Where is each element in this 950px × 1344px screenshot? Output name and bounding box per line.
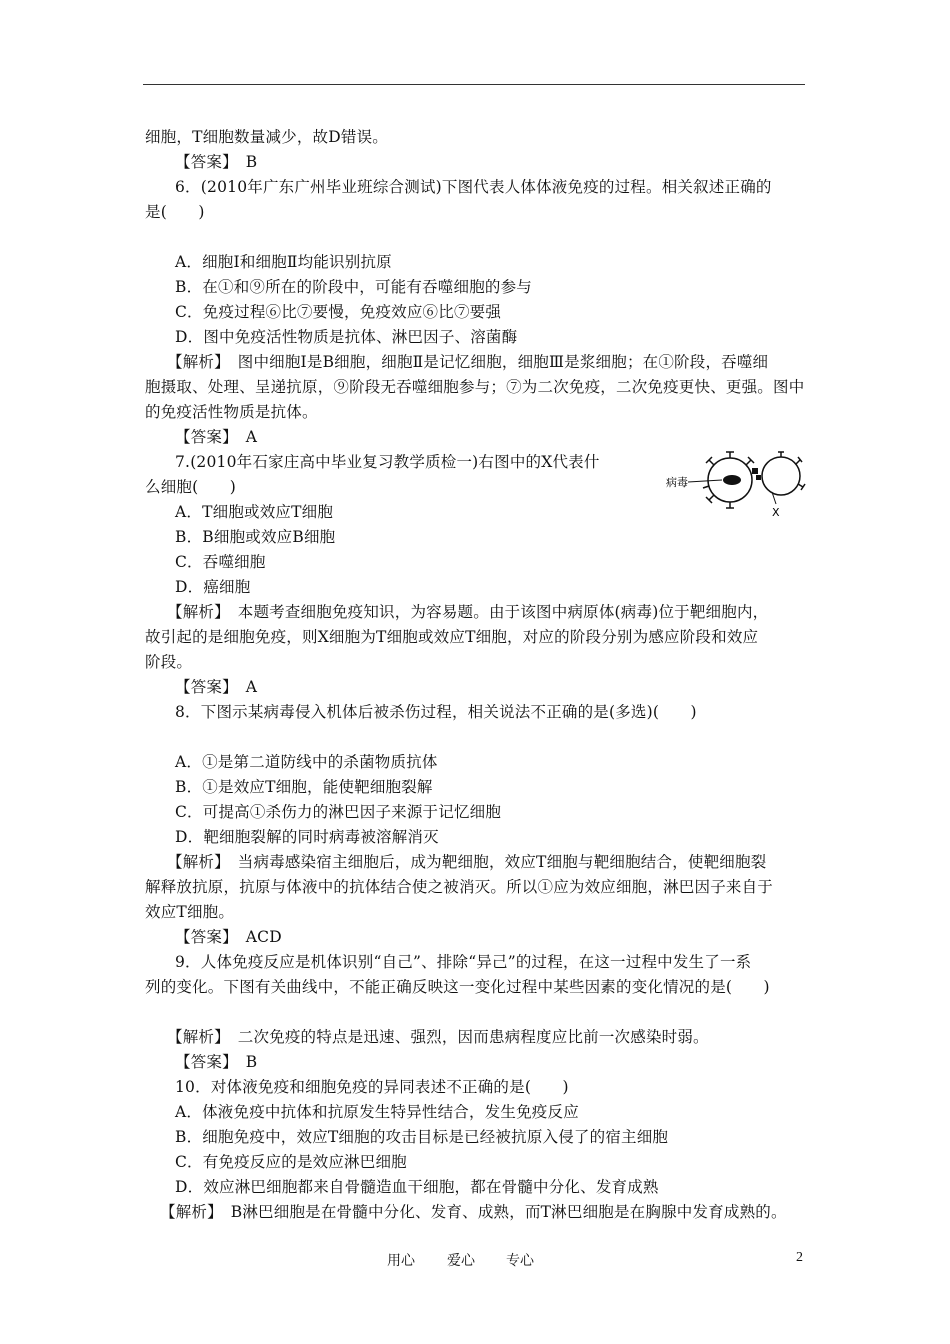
option-c: C．吞噬细胞 [175, 553, 266, 571]
option-a: A．细胞Ⅰ和细胞Ⅱ均能识别抗原 [175, 253, 392, 271]
analysis-line: 【解析】 图中细胞Ⅰ是B细胞，细胞Ⅱ是记忆细胞，细胞Ⅲ是浆细胞；在①阶段，吞噬细 [167, 353, 769, 371]
text-line: 故引起的是细胞免疫，则X细胞为T细胞或效应T细胞，对应的阶段分别为感应阶段和效应 [145, 628, 759, 646]
text-line: 解释放抗原，抗原与体液中的抗体结合使之被消灭。所以①应为效应细胞，淋巴因子来自于 [145, 878, 774, 896]
virus-cell-figure [664, 446, 814, 520]
option-c: C．有免疫反应的是效应淋巴细胞 [175, 1153, 407, 1171]
option-d: D．癌细胞 [175, 578, 251, 596]
option-b: B．在①和⑨所在的阶段中，可能有吞噬细胞的参与 [175, 278, 532, 296]
question-6: 6．(2010年广东广州毕业班综合测试)下图代表人体体液免疫的过程。相关叙述正确的 [175, 178, 772, 196]
analysis-line: 【解析】 本题考查细胞免疫知识，为容易题。由于该图中病原体(病毒)位于靶细胞内， [167, 603, 769, 621]
text-line: 阶段。 [145, 653, 193, 671]
x-cell [762, 457, 800, 495]
text-line: 胞摄取、处理、呈递抗原，⑨阶段无吞噬细胞参与；⑦为二次免疫，二次免疫更快、更强。图中 [145, 378, 805, 396]
option-a: A．T细胞或效应T细胞 [175, 503, 334, 521]
footer-text-1: 用心 [387, 1253, 415, 1269]
option-d: D．靶细胞裂解的同时病毒被溶解消灭 [175, 828, 439, 846]
text-line: 么细胞( ) [145, 478, 236, 496]
question-9: 9．人体免疫反应是机体识别“自己”、排除“异己”的过程，在这一过程中发生了一系 [175, 953, 752, 971]
answer-line: 【答案】 A [175, 428, 258, 446]
virus-pointer [688, 480, 722, 482]
option-c: C．可提高①杀伤力的淋巴因子来源于记忆细胞 [175, 803, 502, 821]
answer-line: 【答案】 B [175, 153, 258, 171]
option-b: B．B细胞或效应B细胞 [175, 528, 336, 546]
footer-text-2: 爱心 [447, 1253, 475, 1269]
answer-line: 【答案】 ACD [175, 928, 282, 946]
option-d: D．图中免疫活性物质是抗体、淋巴因子、溶菌酶 [175, 328, 518, 346]
option-b: B．①是效应T细胞，能使靶细胞裂解 [175, 778, 433, 796]
text-line: 效应T细胞。 [145, 903, 235, 921]
option-d: D．效应淋巴细胞都来自骨髓造血干细胞，都在骨髓中分化、发育成熟 [175, 1178, 659, 1196]
text-line: 的免疫活性物质是抗体。 [145, 403, 318, 421]
header-rule [143, 84, 805, 85]
footer-text-3: 专心 [506, 1253, 534, 1269]
x-label: X [772, 506, 780, 519]
virus-label: 病毒 [666, 476, 688, 489]
analysis-line: 【解析】 二次免疫的特点是迅速、强烈，因而患病程度应比前一次感染时弱。 [167, 1028, 709, 1046]
answer-line: 【答案】 A [175, 678, 258, 696]
question-7: 7.(2010年石家庄高中毕业复习教学质检一)右图中的X代表什 [175, 453, 600, 471]
binding-site [756, 475, 761, 480]
binding-site [752, 468, 758, 474]
analysis-line: 【解析】 B淋巴细胞是在骨髓中分化、发育、成熟，而T淋巴细胞是在胸腺中发育成熟的。 [160, 1203, 787, 1221]
page-number: 2 [796, 1250, 803, 1265]
virus-particle [723, 475, 741, 485]
text-line: 是( ) [145, 203, 205, 221]
question-10: 10．对体液免疫和细胞免疫的异同表述不正确的是( ) [175, 1078, 569, 1096]
option-c: C．免疫过程⑥比⑦要慢，免疫效应⑥比⑦要强 [175, 303, 502, 321]
answer-line: 【答案】 B [175, 1053, 258, 1071]
question-8: 8．下图示某病毒侵入机体后被杀伤过程，相关说法不正确的是(多选)( ) [175, 703, 697, 721]
option-a: A．体液免疫中抗体和抗原发生特异性结合，发生免疫反应 [175, 1103, 579, 1121]
text-line: 细胞，T细胞数量减少，故D错误。 [145, 128, 388, 146]
text-line: 列的变化。下图有关曲线中，不能正确反映这一变化过程中某些因素的变化情况的是( ) [145, 978, 770, 996]
option-a: A．①是第二道防线中的杀菌物质抗体 [175, 753, 438, 771]
option-b: B．细胞免疫中，效应T细胞的攻击目标是已经被抗原入侵了的宿主细胞 [175, 1128, 669, 1146]
analysis-line: 【解析】 当病毒感染宿主细胞后，成为靶细胞，效应T细胞与靶细胞结合，使靶细胞裂 [167, 853, 767, 871]
